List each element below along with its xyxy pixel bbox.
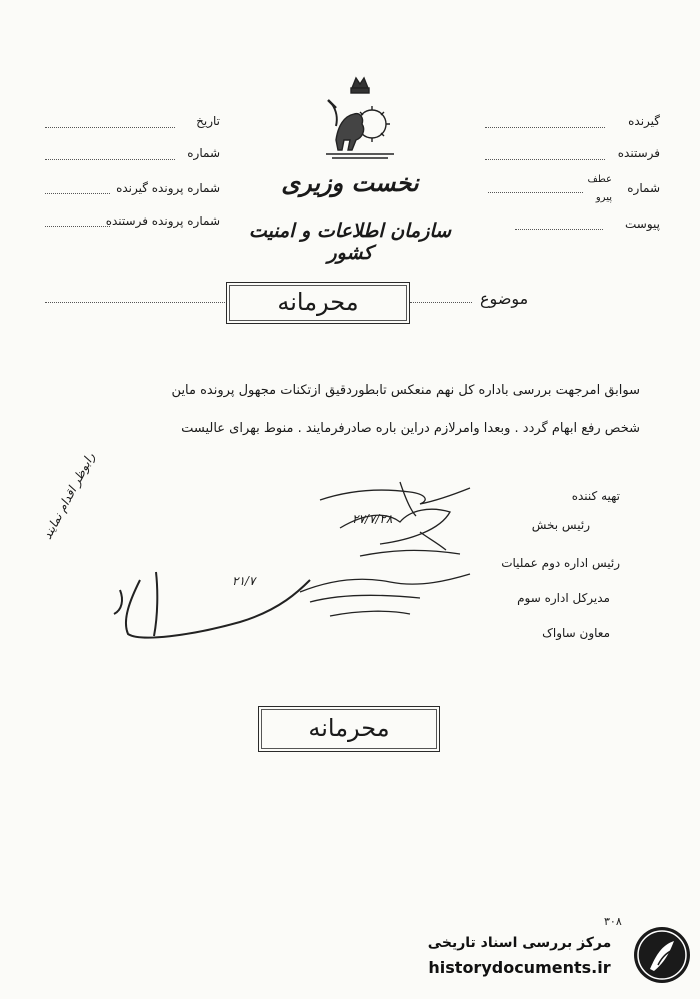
prime-ministry-heading: نخست وزیری xyxy=(281,168,419,197)
prepared-by-label: تهیه کننده xyxy=(571,489,620,503)
third-directorate-label: مدیرکل اداره سوم xyxy=(517,591,610,605)
margin-date: ۲۱/۷ xyxy=(232,574,256,588)
second-ops-head-label: رئیس اداره دوم عملیات xyxy=(501,556,620,570)
recipient-line xyxy=(485,127,605,128)
letter-number-label: شماره xyxy=(187,146,220,160)
subject-line-right xyxy=(410,302,472,303)
savak-deputy-label: معاون ساواک xyxy=(542,626,610,640)
reference-label: عطف xyxy=(587,174,612,185)
number-line xyxy=(488,192,583,193)
followup-label: پیرو xyxy=(595,192,612,203)
recipient-file-line xyxy=(45,193,110,194)
sender-file-line xyxy=(45,226,110,227)
margin-note: رابوظر اقدام نمایند xyxy=(40,450,98,542)
sender-file-label: شماره پرونده فرستنده xyxy=(105,214,220,228)
attachment-line xyxy=(515,229,603,230)
bottom-confidential-stamp: محرمانه xyxy=(258,706,440,752)
body-line-2: شخص رفع ابهام گردد . وبعدا وامرلازم دراین باره صادرفرمایند . منوط بهرای عالیست xyxy=(181,421,640,436)
history-documents-logo-icon xyxy=(632,925,692,985)
confidential-stamp: محرمانه xyxy=(226,282,410,324)
date-line xyxy=(45,127,175,128)
number-label: شماره xyxy=(627,181,660,195)
archive-website: historydocuments.ir xyxy=(428,958,611,977)
page-number: ۳۰۸ xyxy=(604,915,622,928)
body-line-1: سوابق امرجهت بررسی باداره کل نهم منعکس تابطوردقیق ازتکنات مجهول پرونده ماین xyxy=(171,383,640,398)
recipient-label: گیرنده xyxy=(628,114,660,128)
savak-heading: سازمان اطلاعات و امنیت کشور xyxy=(248,220,452,264)
subject-label: موضوع xyxy=(480,289,529,308)
archive-name: مرکز بررسی اسناد تاریخی xyxy=(427,935,612,951)
date-label: تاریخ xyxy=(196,114,220,128)
letter-number-line xyxy=(45,159,175,160)
sender-label: فرستنده xyxy=(617,146,660,160)
handwritten-date: ۲۷/۷/۲۸ xyxy=(352,512,393,526)
section-head-label: رئیس بخش xyxy=(531,518,590,532)
subject-line-left xyxy=(45,302,225,303)
recipient-file-label: شماره پرونده گیرنده xyxy=(116,181,220,195)
lion-and-sun-emblem-icon xyxy=(318,74,402,166)
attachment-label: پیوست xyxy=(625,217,660,231)
large-signature xyxy=(100,570,360,660)
sender-line xyxy=(485,159,605,160)
